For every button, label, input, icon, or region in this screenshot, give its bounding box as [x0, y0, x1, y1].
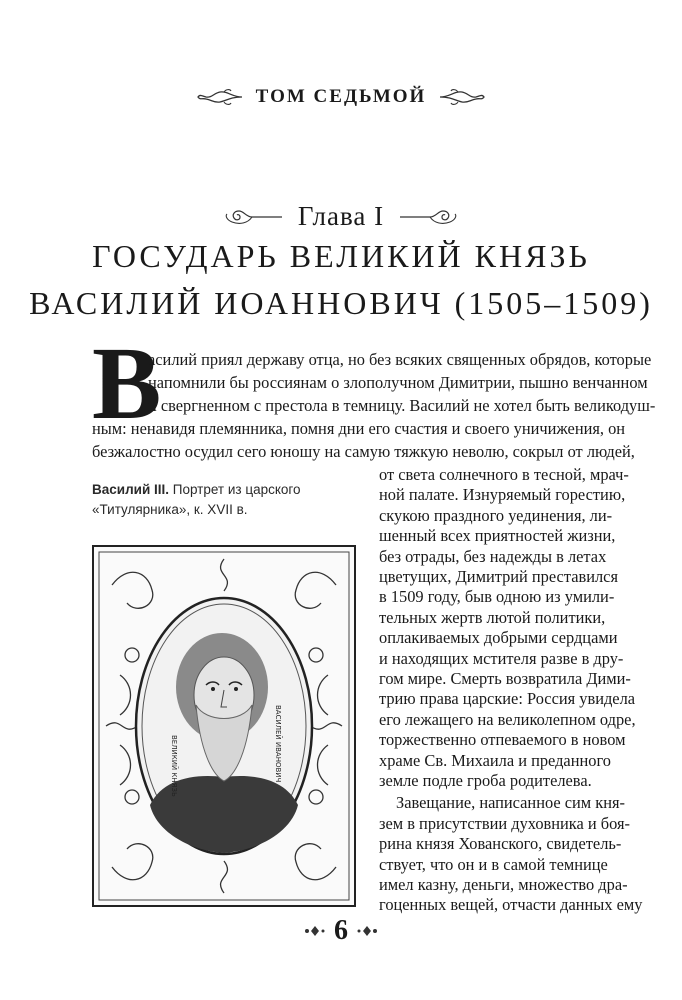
body-line: цветущих, Димитрий преставился: [379, 567, 618, 586]
running-header: [0, 82, 682, 112]
body-line: Завещание, написанное сим кня-: [396, 793, 625, 813]
body-line: зем в присутствии духовника и боя-: [379, 813, 630, 833]
body-line: тельных жертв лютой политики,: [379, 607, 606, 627]
page-number: 6: [334, 915, 348, 946]
body-line: торжественно отпеваемого в новом: [379, 730, 626, 750]
body-line: ствует, что он и в самой темнице: [379, 854, 608, 874]
body-line: напомнили бы россиянам о злополучном Димитрии, пышно венчанном: [148, 373, 648, 392]
body-line: без отрады, без надежды в летах: [379, 546, 607, 566]
chapter-title-line-1: ГОСУДАРЬ ВЕЛИКИЙ КНЯЗЬ: [92, 238, 590, 274]
body-line: безжалостно осудил сего юношу на самую тяжкую неволю, сокрыл от людей,: [92, 442, 635, 461]
figure-caption-line-2: «Титулярника», к. XVII в.: [92, 502, 248, 517]
chapter-title-line-2: ВАСИЛИЙ ИОАННОВИЧ (1505–1509): [29, 285, 653, 321]
portrait-inscription-right: ВАСИЛЕЙ ИВАНОВИЧ: [274, 705, 282, 783]
body-line: храме Св. Михаила и преданного: [379, 750, 611, 770]
body-line: ной палате. Изнуряемый горестию,: [379, 485, 626, 505]
chapter-label-row: [0, 196, 682, 236]
left-diamond-ornament-icon: [304, 924, 326, 938]
body-line: гоценных вещей, отчасти данных ему: [379, 895, 643, 915]
caption-bold: Василий III.: [92, 482, 169, 497]
body-line: трию права царские: Россия увидела: [379, 689, 636, 709]
right-scroll-ornament-icon: [398, 205, 460, 227]
portrait-inscription-left: ВЕЛИКИЙ КНЯЗЬ: [170, 735, 178, 797]
figure-caption-line-1: [92, 482, 301, 497]
body-line: земле подле гроба родителева.: [379, 771, 592, 790]
body-line: асилий приял державу отца, но без всяких священных обрядов, которые: [148, 350, 652, 369]
caption-rest: Портрет из царского: [169, 482, 301, 497]
body-line: и находящих мстителя разве в дру-: [379, 648, 624, 668]
body-line: ным: ненавидя племянника, помня дни его счастия и своего уничижения, он: [92, 419, 626, 438]
left-leaf-ornament-icon: [196, 88, 244, 106]
body-line: оплакиваемых добрыми сердцами: [379, 628, 618, 648]
portrait-illustration: [92, 545, 356, 907]
left-scroll-ornament-icon: [222, 205, 284, 227]
body-line: его лежащего на великолепном одре,: [379, 709, 636, 729]
right-diamond-ornament-icon: [356, 924, 378, 938]
body-line: и свергненном с престола в темницу. Василий не хотел быть великодуш-: [148, 396, 656, 415]
body-line: шенный всех приятностей жизни,: [379, 526, 616, 546]
body-line: в 1509 году, быв одною из умили-: [379, 587, 615, 607]
body-line: скукою праздного уединения, ли-: [379, 505, 613, 525]
page-number-row: [0, 914, 682, 948]
body-line: гом мире. Смерть возвратила Дими-: [379, 669, 631, 688]
running-header-title: ТОМ СЕДЬМОЙ: [255, 86, 427, 107]
body-line: от света солнечного в тесной, мрач-: [379, 465, 629, 484]
body-line: рина князя Хованского, свидетель-: [379, 834, 622, 854]
right-leaf-ornament-icon: [438, 88, 486, 106]
chapter-label: Глава I: [297, 200, 385, 231]
drop-cap: В: [92, 326, 162, 441]
body-line: имел казну, деньги, множество дра-: [379, 875, 628, 894]
